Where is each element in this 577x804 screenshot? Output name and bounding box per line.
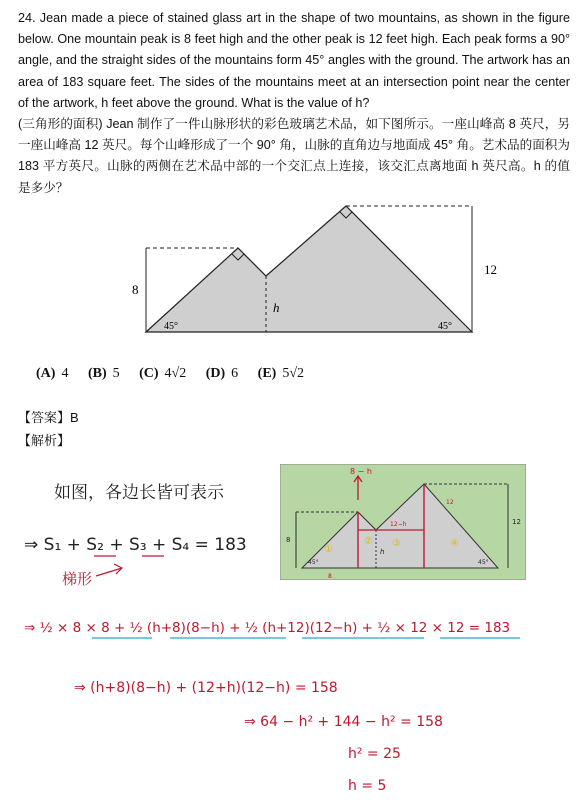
sol-right-label: 12 (512, 518, 521, 526)
hand-line-6: h² = 25 (348, 746, 401, 762)
angle-right-label: 45° (438, 321, 452, 332)
answer-choices (36, 366, 320, 382)
sol-region-4: ④ (450, 538, 459, 549)
solution-figure (280, 464, 526, 580)
sol-h-label: h (380, 548, 385, 556)
right-height-label: 12 (484, 262, 497, 277)
hand-line-4: ⇒ (h+8)(8−h) + (12+h)(12−h) = 158 (74, 680, 338, 696)
hand-trapezoid-note: 梯形 (62, 570, 93, 588)
choice-e[interactable]: (E) 5√2 (257, 366, 305, 381)
answer-label: 【答案】B (18, 410, 79, 425)
sol-left-label: 8 (286, 536, 291, 544)
sol-region-1: ① (324, 544, 333, 555)
hand-line-7: h = 5 (348, 778, 387, 794)
angle-left-label: 45° (164, 321, 178, 332)
explanation-label: 【解析】 (18, 433, 71, 448)
mountain-shape (146, 206, 472, 332)
hand-line-3: ⇒ ½ × 8 × 8 + ½ (h+8)(8−h) + ½ (h+12)(12−h) + ½ × 12 × 12 = 183 (24, 620, 511, 636)
hand-line-1: 如图，各边长皆可表示 (54, 483, 224, 503)
choice-d[interactable]: (D) 6 (205, 366, 239, 381)
choice-c[interactable]: (C) 4√2 (139, 366, 187, 381)
sol-angle-right: 45° (478, 559, 489, 566)
sol-slope-label: 12 (446, 499, 454, 506)
question-english: 24. Jean made a piece of stained glass art in the shape of two mountains, as shown in the figure below. One mountain peak is 8 feet high and the other peak is 12 feet high. Each peak forms a 90° angle, and the straight sides of the mountains form 45° angles with the ground. The artwork has an area of 183 square feet. The sides of the mountains meet at an intersection point near the center of the artwork, h feet above the ground. What is the value of h? (18, 11, 570, 110)
sol-region-3: ③ (392, 538, 401, 549)
left-height-label: 8 (132, 282, 139, 297)
hand-line-5: ⇒ 64 − h² + 144 − h² = 158 (244, 714, 443, 730)
choice-b[interactable]: (B) 5 (87, 366, 120, 381)
hand-line-2: ⇒ S₁ + S₂ + S₃ + S₄ = 183 (24, 535, 247, 555)
sol-region-2: ② (364, 536, 373, 547)
question-chinese: (三角形的面积) Jean 制作了一件山脉形状的彩色玻璃艺术品，如下图所示。一座山峰高 8 英尺，另一座山峰高 12 英尺。每个山峰形成了一个 90° 角，山脉的直角边与地面成 45° 角。艺术品的面积为 183 平方英尺。山脉的两侧在艺术品中部的一个交汇点上连接，该交汇点离地面 h 英尺高。h 的值是多少？ (18, 117, 570, 195)
mountain-figure (118, 196, 518, 341)
sol-bottom-label: 8 (328, 573, 332, 580)
choice-a[interactable]: (A) 4 (36, 366, 69, 381)
sol-mid-label: 12−h (390, 521, 407, 528)
h-label: h (273, 300, 280, 315)
trapezoid-arrow (96, 564, 122, 576)
sol-angle-left: 45° (308, 559, 319, 566)
sol-top-label: 8 − h (350, 467, 372, 476)
question-text (18, 8, 570, 199)
